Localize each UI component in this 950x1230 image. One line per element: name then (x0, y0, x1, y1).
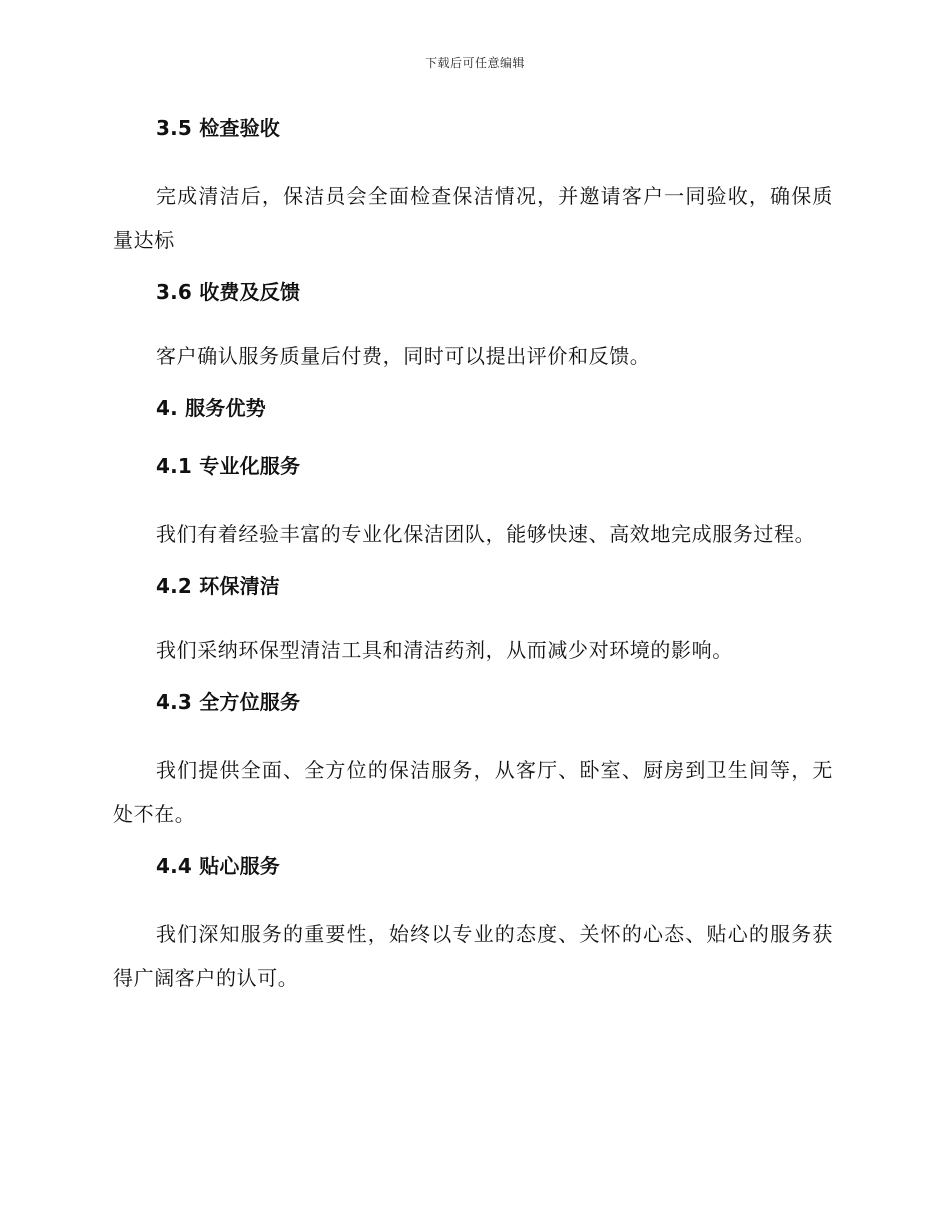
section-heading: 4.4 贴心服务 (156, 854, 280, 878)
section-heading: 3.6 收费及反馈 (156, 280, 301, 304)
section-heading: 3.5 检查验收 (156, 116, 280, 140)
section-paragraph: 我们提供全面、全方位的保洁服务，从客厅、卧室、厨房到卫生间等，无处不在。 (113, 758, 833, 826)
section-paragraph: 完成清洁后，保洁员会全面检查保洁情况，并邀请客户一同验收，确保质量达标 (113, 184, 833, 252)
header-note: 下载后可任意编辑 (424, 56, 525, 70)
section-paragraph: 客户确认服务质量后付费，同时可以提出评价和反馈。 (156, 344, 651, 368)
section-heading: 4. 服务优势 (156, 396, 266, 420)
document-body (113, 112, 833, 1000)
section-heading: 4.3 全方位服务 (156, 690, 301, 714)
section-paragraph: 我们深知服务的重要性，始终以专业的态度、关怀的心态、贴心的服务获得广阔客户的认可。 (113, 922, 833, 990)
section-heading: 4.1 专业化服务 (156, 454, 301, 478)
section-heading: 4.2 环保清洁 (156, 574, 280, 598)
section-paragraph: 我们采纳环保型清洁工具和清洁药剂，从而减少对环境的影响。 (156, 638, 733, 662)
section-paragraph: 我们有着经验丰富的专业化保洁团队，能够快速、高效地完成服务过程。 (156, 522, 816, 546)
